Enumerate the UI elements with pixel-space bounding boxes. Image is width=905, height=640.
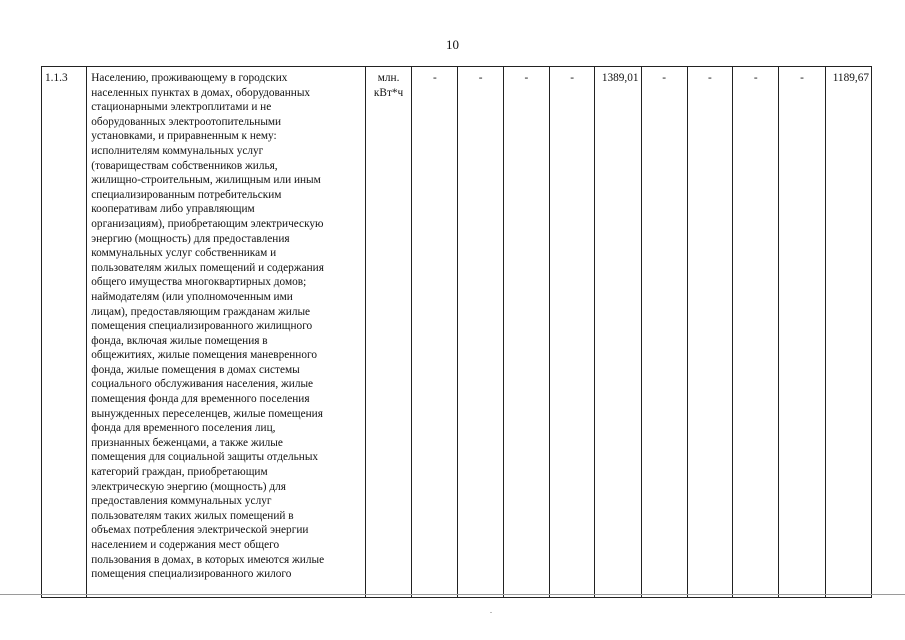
value-cell: 1189,67 — [825, 67, 871, 598]
unit-line-2: кВт*ч — [373, 86, 404, 99]
description-line: общежитиях, жилые помещения маневренного — [91, 349, 317, 362]
description-line: населением и содержания мест общего — [91, 539, 280, 551]
description-line: стационарными электроплитами и не — [91, 101, 272, 114]
description-line: помещения для социальной защиты отдельных — [91, 451, 319, 464]
row-unit — [365, 67, 411, 598]
description-line: населенных пунктах в домах, оборудованных — [91, 86, 311, 99]
description-line: вынужденных переселенцев, жилые помещения — [91, 407, 323, 420]
value-cell: 1389,01 — [595, 67, 641, 598]
page-bottom-rule — [0, 594, 905, 595]
description-line: предоставления коммунальных услуг — [91, 495, 272, 508]
description-line: категорий граждан, приобретающим — [91, 466, 268, 479]
value-cell: - — [779, 67, 825, 598]
value-cell: - — [641, 67, 687, 598]
description-line: кооперативам либо управляющим — [91, 203, 255, 216]
description-line: признанных беженцами, а также жилые — [91, 436, 283, 449]
description-line: социального обслуживания населения, жилые — [91, 378, 314, 391]
description-line: жилищно-строительным, жилищным или иным — [91, 174, 321, 187]
description-line: помещения фонда для временного поселения — [91, 393, 310, 406]
value-cell: - — [458, 67, 503, 598]
table-row — [42, 67, 872, 598]
description-line: наймодателям (или уполномоченным ими — [91, 290, 293, 303]
scan-speck — [490, 612, 492, 613]
description-line: общего имущества многоквартирных домов; — [91, 276, 307, 289]
description-line: пользования в домах, в которых имеются жилые — [91, 553, 325, 566]
value-cell: - — [503, 67, 549, 598]
page-number: 10 — [446, 37, 459, 52]
description-line: оборудованных электроотопительными — [91, 115, 282, 128]
description-line: фонда для временного поселения лиц, — [91, 422, 276, 435]
description-line: фонда, включая жилые помещения в — [91, 334, 268, 347]
description-line: установками, и приравненным к нему: — [91, 130, 277, 143]
description-line: исполнителям коммунальных услуг — [91, 144, 264, 157]
unit-line-1: млн. — [377, 72, 400, 84]
row-index: 1.1.3 — [42, 67, 87, 598]
description-line: энергию (мощность) для предоставления — [91, 232, 290, 245]
row-description — [87, 67, 366, 598]
description-line: организациям), приобретающим электрическую — [91, 217, 324, 230]
description-line: объемах потребления электрической энергии — [91, 524, 309, 537]
description-line: пользователям таких жилых помещений в — [91, 509, 294, 522]
description-line: помещения специализированного жилого — [91, 568, 292, 581]
description-line: пользователям жилых помещений и содержания — [91, 261, 324, 274]
description-line: (товариществам собственников жилья, — [91, 159, 278, 172]
value-cell: - — [687, 67, 732, 598]
description-line: коммунальных услуг собственникам и — [91, 247, 277, 260]
description-line: электрическую энергию (мощность) для — [91, 480, 286, 493]
tariff-table — [41, 66, 872, 598]
description-line: помещения специализированного жилищного — [91, 320, 313, 333]
value-cell: - — [733, 67, 779, 598]
description-line: фонда, жилые помещения в домах системы — [91, 363, 300, 376]
description-line: Населению, проживающему в городских — [91, 72, 288, 84]
description-line: лицам), предоставляющим гражданам жилые — [91, 305, 311, 318]
value-cell: - — [412, 67, 458, 598]
description-line: специализированным потребительским — [91, 188, 282, 201]
value-cell: - — [550, 67, 595, 598]
